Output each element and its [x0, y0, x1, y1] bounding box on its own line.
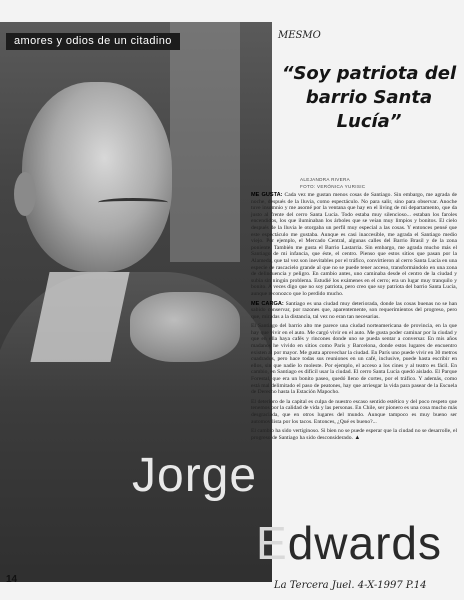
paragraph-5: [251, 428, 457, 441]
photo-eyes: [98, 198, 168, 207]
handwritten-footer: La Tercera Juel. 4-X-1997 P.14: [274, 580, 427, 591]
paragraph-dislikes: [251, 301, 457, 321]
byline-photo: FOTO: VERÓNICA YURISIC: [300, 184, 366, 189]
page-number: 14: [6, 574, 18, 585]
photo-hand: [130, 292, 240, 362]
photo-ear: [14, 172, 36, 216]
name-last-initial: E: [256, 517, 288, 569]
headline-quote: “Soy patriota del barrio Santa Lucía”: [281, 63, 457, 132]
article-body: [251, 192, 457, 444]
handwritten-note: MESMO: [278, 30, 321, 41]
text-dislikes: Santiago es una ciudad muy deteriorada, donde las cosas buenas no se han sabido conservar, por razones que, aparentemente, son requerimientos del progreso, pero que, miradas a la distancia, tal vez no eran tan necesarias.: [251, 300, 457, 320]
section-tag: amores y odios de un citadino: [6, 33, 180, 50]
name-last-rest: dwards: [287, 517, 442, 569]
byline: [300, 176, 450, 190]
paragraph-likes: [251, 192, 457, 298]
paragraph-4: El deterioro de la capital es culpa de nuestro escaso sentido estético y del poco respeto que tenemos por la calidad de vida y las personas. En Chile, ser pionero es una cosa mucho más desgraciada, que en otros lugares del mundo. Aunque tampoco es muy bueno ser automovilista por los tacos. Entonces, ¿Qué es bueno?...: [251, 398, 457, 425]
photo-background: [170, 22, 240, 262]
name-first: Jorge: [132, 449, 258, 502]
end-mark-icon: ▲: [354, 434, 361, 441]
paragraph-3: El Santiago del barrio alto me parece una ciudad norteamericana de provincia, en la que hay que vivir en el auto. Me cargó vivir en el auto. Me gusta poder caminar por la ciudad y que en ella haya cafés y rincones donde uno se pueda sentar a conversar. En mis años madanos he vivido en sitios como París y Barcelona, donde estos lugares de encuentro existen al por mayor. Me gusta aprovechar la ciudad. En París uno puede vivir en 30 metros cuadrados, pero hace todas sus reuniones en un café, inclusive, puede hasta escribir en ellos, sin que nadie lo moleste. Por ejemplo, el acceso a los cines y al teatro es fácil. En cambio, en Santiago es difícil usar la ciudad. El cerro Santa Lucía quedó aislado. El Parque Forestal, que era un bonito paseo, quedó lleno de cortes, por el tráfico. Y además, como está mal delimitado el paso de peatones, hay que arriesgar la vida para pasear de la Escuela de Derecho hasta la Estación Mapocho.: [251, 323, 457, 396]
text-likes: Cada vez me gustan menos cosas de Santiago. Sin embargo, me agrada de noche, después de la lluvia, como espectáculo. No para salir, sino para observar. Anoche tuve insomnio y me asomé por la ventana que hay en el living de mi departamento, que da justo al frente del cerro Santa Lucía. Todo estaba muy silencioso... estaban los faroles encendidos, los que iluminaban los árboles que se veían muy limpios y bonitos. El cielo después de la lluvia le otorgaba un perfil muy especial a las cosas. Y entonces pensé que este espectáculo me gustaba. Aunque es casi inaccesible, me agrada el Santiago medio viejo. Por ejemplo, el Mercado Central, algunas calles del Barrio Brasil y de la zona poniente. También me gusta el Barrio Lastarria. Sin embargo, me agrada mucho más el Santiago de mi infancia, que éste, el centro. Pienso que estos sitios que pasan por la Alameda, que tal vez son inevitables por el tráfico, convirtieron al cerro Santa Lucía en una especie de rascacielo grande al que no se puede tener acceso, transformándolo en una zona de delincuencia y peligro. En cambio antes, uno caminaba desde el centro de la ciudad y subía sin ningún problema. Estudié los exámenes en el cerro; era un lugar muy tranquilo y bonito. A veces digo que no soy patriota, pero creo que soy patriota del barrio Santa Lucía, aunque reconozco que lo perdido mucho.: [251, 192, 457, 297]
lead-dislikes: ME CARGA:: [251, 300, 284, 307]
photo-head: [22, 82, 172, 272]
name-last: [256, 516, 442, 570]
text-5: El cambio ha sido vertiginoso. Si bien no se puede esperar que la ciudad no se desarrolle, el progreso de Santiago ha sido desconsiderado.: [251, 428, 457, 441]
lead-likes: ME GUSTA:: [251, 192, 283, 198]
byline-author: ALEJANDRA RIVERA: [300, 177, 350, 182]
